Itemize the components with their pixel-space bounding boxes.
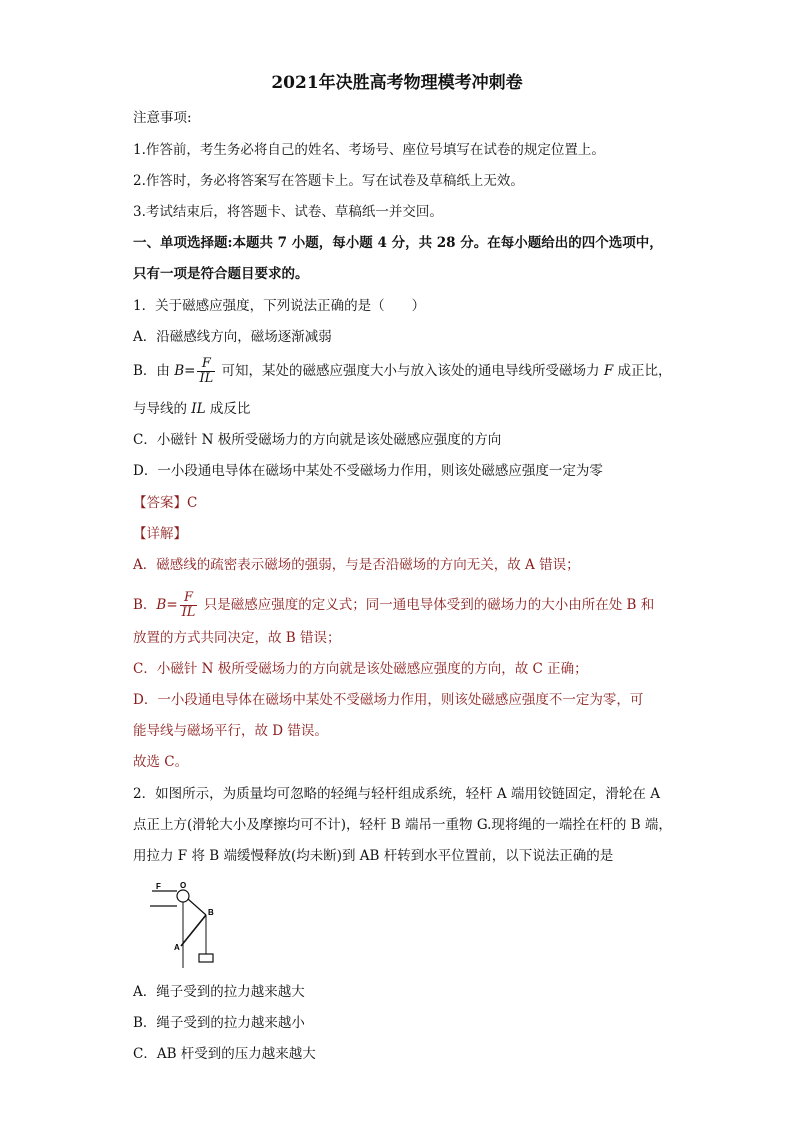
q1-option-b-line-2 [133,399,250,419]
hanging-weight [199,954,213,962]
q1-option-b-line2-end: 成反比 [205,401,251,417]
detail-b-prefix: B． [133,597,157,613]
q1-option-b-prefix: B．由 [133,363,175,379]
detail-d-line-1: D．一小段通电导体在磁场中某处不受磁场力作用，则该处磁感应强度不一定为零，可 [133,692,644,708]
answer-label: 【答案】C [133,495,198,511]
q1-option-b-eq: = [184,363,196,379]
fraction-numerator: F [197,357,215,372]
q1-option-b-mid: 可知，某处的磁感应强度大小与放入该处的通电导线所受磁场力 [217,363,604,379]
q2-option-c: C．AB 杆受到的压力越来越大 [133,1046,316,1062]
pulley-rod-diagram [150,878,230,970]
q2-stem-line-3: 用拉力 F 将 B 端缓慢释放(均未断)到 AB 杆转到水平位置前，以下说法正确的是 [133,848,614,864]
q1-option-b [133,357,672,386]
q2-stem-line-2: 点正上方(滑轮大小及摩擦均可不计)，轻杆 B 端吊一重物 G.现将绳的一端拴在杆的 B 端， [133,817,672,833]
notice-heading: 注意事项: [133,110,192,126]
detail-b [133,591,654,620]
q2-option-b: B．绳子受到的拉力越来越小 [133,1015,305,1031]
detail-b-rest: 只是磁感应强度的定义式；同一通电导体受到的磁场力的大小由所在处 B 和 [199,597,655,613]
notice-item-3: 3.考试结束后，将答题卡、试卷、草稿纸一并交回。 [133,204,443,220]
label-b: B [208,908,214,917]
q1-option-b-il: IL [191,401,206,417]
q1-stem: 1．关于磁感应强度，下列说法正确的是（ ） [133,298,426,314]
q2-option-a: A．绳子受到的拉力越来越大 [133,984,305,1000]
detail-c: C．小磁针 N 极所受磁场力的方向就是该处磁感应强度的方向，故 C 正确； [133,661,588,677]
label-f: F [156,882,161,891]
detail-b-var: B [156,597,167,613]
rope-segment-ob [188,899,206,915]
formula-fraction [197,357,215,386]
section-heading-line-1: 一、单项选择题:本题共 7 小题，每小题 4 分，共 28 分。在每小题给出的四个选项中， [133,235,663,251]
q1-option-c: C．小磁针 N 极所受磁场力的方向就是该处磁感应强度的方向 [133,432,502,448]
pulley-wheel [177,890,189,902]
section-heading-line-2: 只有一项是符合题目要求的。 [133,266,309,282]
detail-heading: 【详解】 [133,526,187,542]
q2-stem-line-1: 2．如图所示，为质量均可忽略的轻绳与轻杆组成系统，轻杆 A 端用铰链固定，滑轮在 A [133,786,660,802]
formula-fraction [180,591,198,620]
q1-option-b-var: B [174,363,185,379]
detail-b-eq: = [166,597,178,613]
fraction-numerator: F [180,591,198,606]
page-title: 2021年决胜高考物理模考冲刺卷 [271,73,523,93]
rod-ab [181,915,206,946]
notice-item-1: 1.作答前，考生务必将自己的姓名、考场号、座位号填写在试卷的规定位置上。 [133,142,605,158]
q1-option-a: A．沿磁感线方向，磁场逐渐减弱 [133,329,332,345]
q1-option-b-line2-pre: 与导线的 [133,401,192,417]
detail-a: A．磁感线的疏密表示磁场的强弱，与是否沿磁场的方向无关，故 A 错误； [133,557,580,573]
q1-option-b-f: F [603,363,614,379]
notice-item-2: 2.作答时，务必将答案写在答题卡上。写在试卷及草稿纸上无效。 [133,173,524,189]
label-a: A [174,943,180,952]
fraction-denominator: IL [181,605,196,620]
detail-b-line-2: 放置的方式共同决定，故 B 错误； [133,630,341,646]
conclusion: 故选 C。 [133,754,189,770]
fraction-denominator: IL [199,371,214,386]
q1-option-b-end: 成正比， [613,363,672,379]
label-o: O [180,881,187,890]
detail-d-line-2: 能导线与磁场平行，故 D 错误。 [133,723,328,739]
q1-option-d: D．一小段通电导体在磁场中某处不受磁场力作用，则该处磁感应强度一定为零 [133,463,603,479]
